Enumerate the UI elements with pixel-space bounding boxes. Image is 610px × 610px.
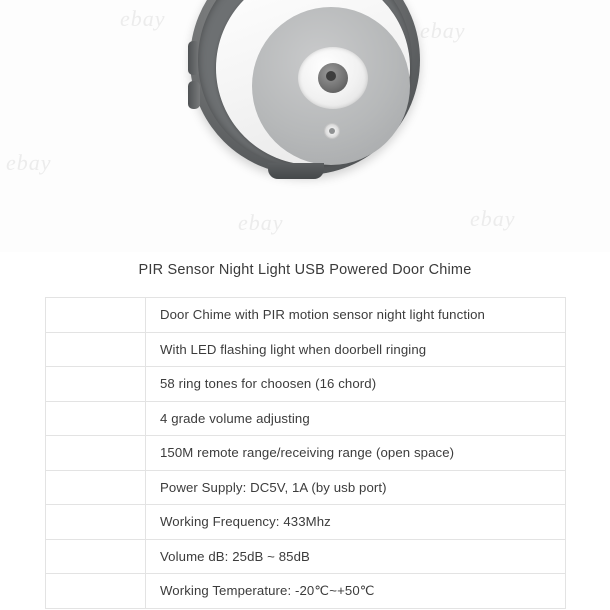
device-face — [252, 7, 410, 165]
feature-text: 150M remote range/receiving range (open space) — [160, 445, 455, 461]
feature-text: Working Frequency: 433Mhz — [160, 514, 331, 530]
table-row — [46, 505, 565, 540]
feature-text: Working Temperature: -20℃~+50℃ — [160, 582, 375, 598]
feature-table — [45, 297, 566, 609]
row-gutter — [46, 540, 146, 574]
led-ring — [216, 0, 410, 165]
table-row — [46, 436, 565, 471]
table-row — [46, 471, 565, 506]
row-gutter — [46, 367, 146, 401]
row-gutter — [46, 574, 146, 608]
product-title: PIR Sensor Night Light USB Powered Door Chime — [138, 262, 472, 278]
watermark-text: ebay — [6, 150, 52, 175]
device-body — [190, 0, 420, 175]
feature-text: With LED flashing light when doorbell ringing — [160, 341, 427, 357]
side-button-lower — [188, 81, 200, 109]
feature-text: 4 grade volume adjusting — [160, 410, 310, 426]
row-gutter — [46, 298, 146, 332]
product-image — [0, 0, 610, 252]
device-rim — [198, 0, 412, 167]
row-gutter — [46, 436, 146, 470]
watermark-text: ebay — [120, 6, 166, 31]
feature-text: Door Chime with PIR motion sensor night light function — [160, 307, 485, 323]
pir-sensor-dome — [298, 47, 368, 109]
row-gutter — [46, 471, 146, 505]
watermark-text: ebay — [470, 206, 516, 231]
row-gutter — [46, 333, 146, 367]
table-row — [46, 367, 565, 402]
feature-text: 58 ring tones for choosen (16 chord) — [160, 376, 377, 392]
row-gutter — [46, 402, 146, 436]
feature-text: Volume dB: 25dB ~ 85dB — [160, 548, 310, 564]
table-row — [46, 540, 565, 575]
speaker-grille — [324, 123, 340, 139]
table-row — [46, 298, 565, 333]
table-row — [46, 402, 565, 437]
table-row — [46, 574, 565, 609]
watermark-text: ebay — [420, 18, 466, 43]
watermark-text: ebay — [238, 210, 284, 235]
row-gutter — [46, 505, 146, 539]
sensor-lens-icon — [318, 63, 348, 93]
bottom-mount-tab — [268, 163, 324, 179]
feature-text: Power Supply: DC5V, 1A (by usb port) — [160, 479, 387, 495]
table-row — [46, 333, 565, 368]
